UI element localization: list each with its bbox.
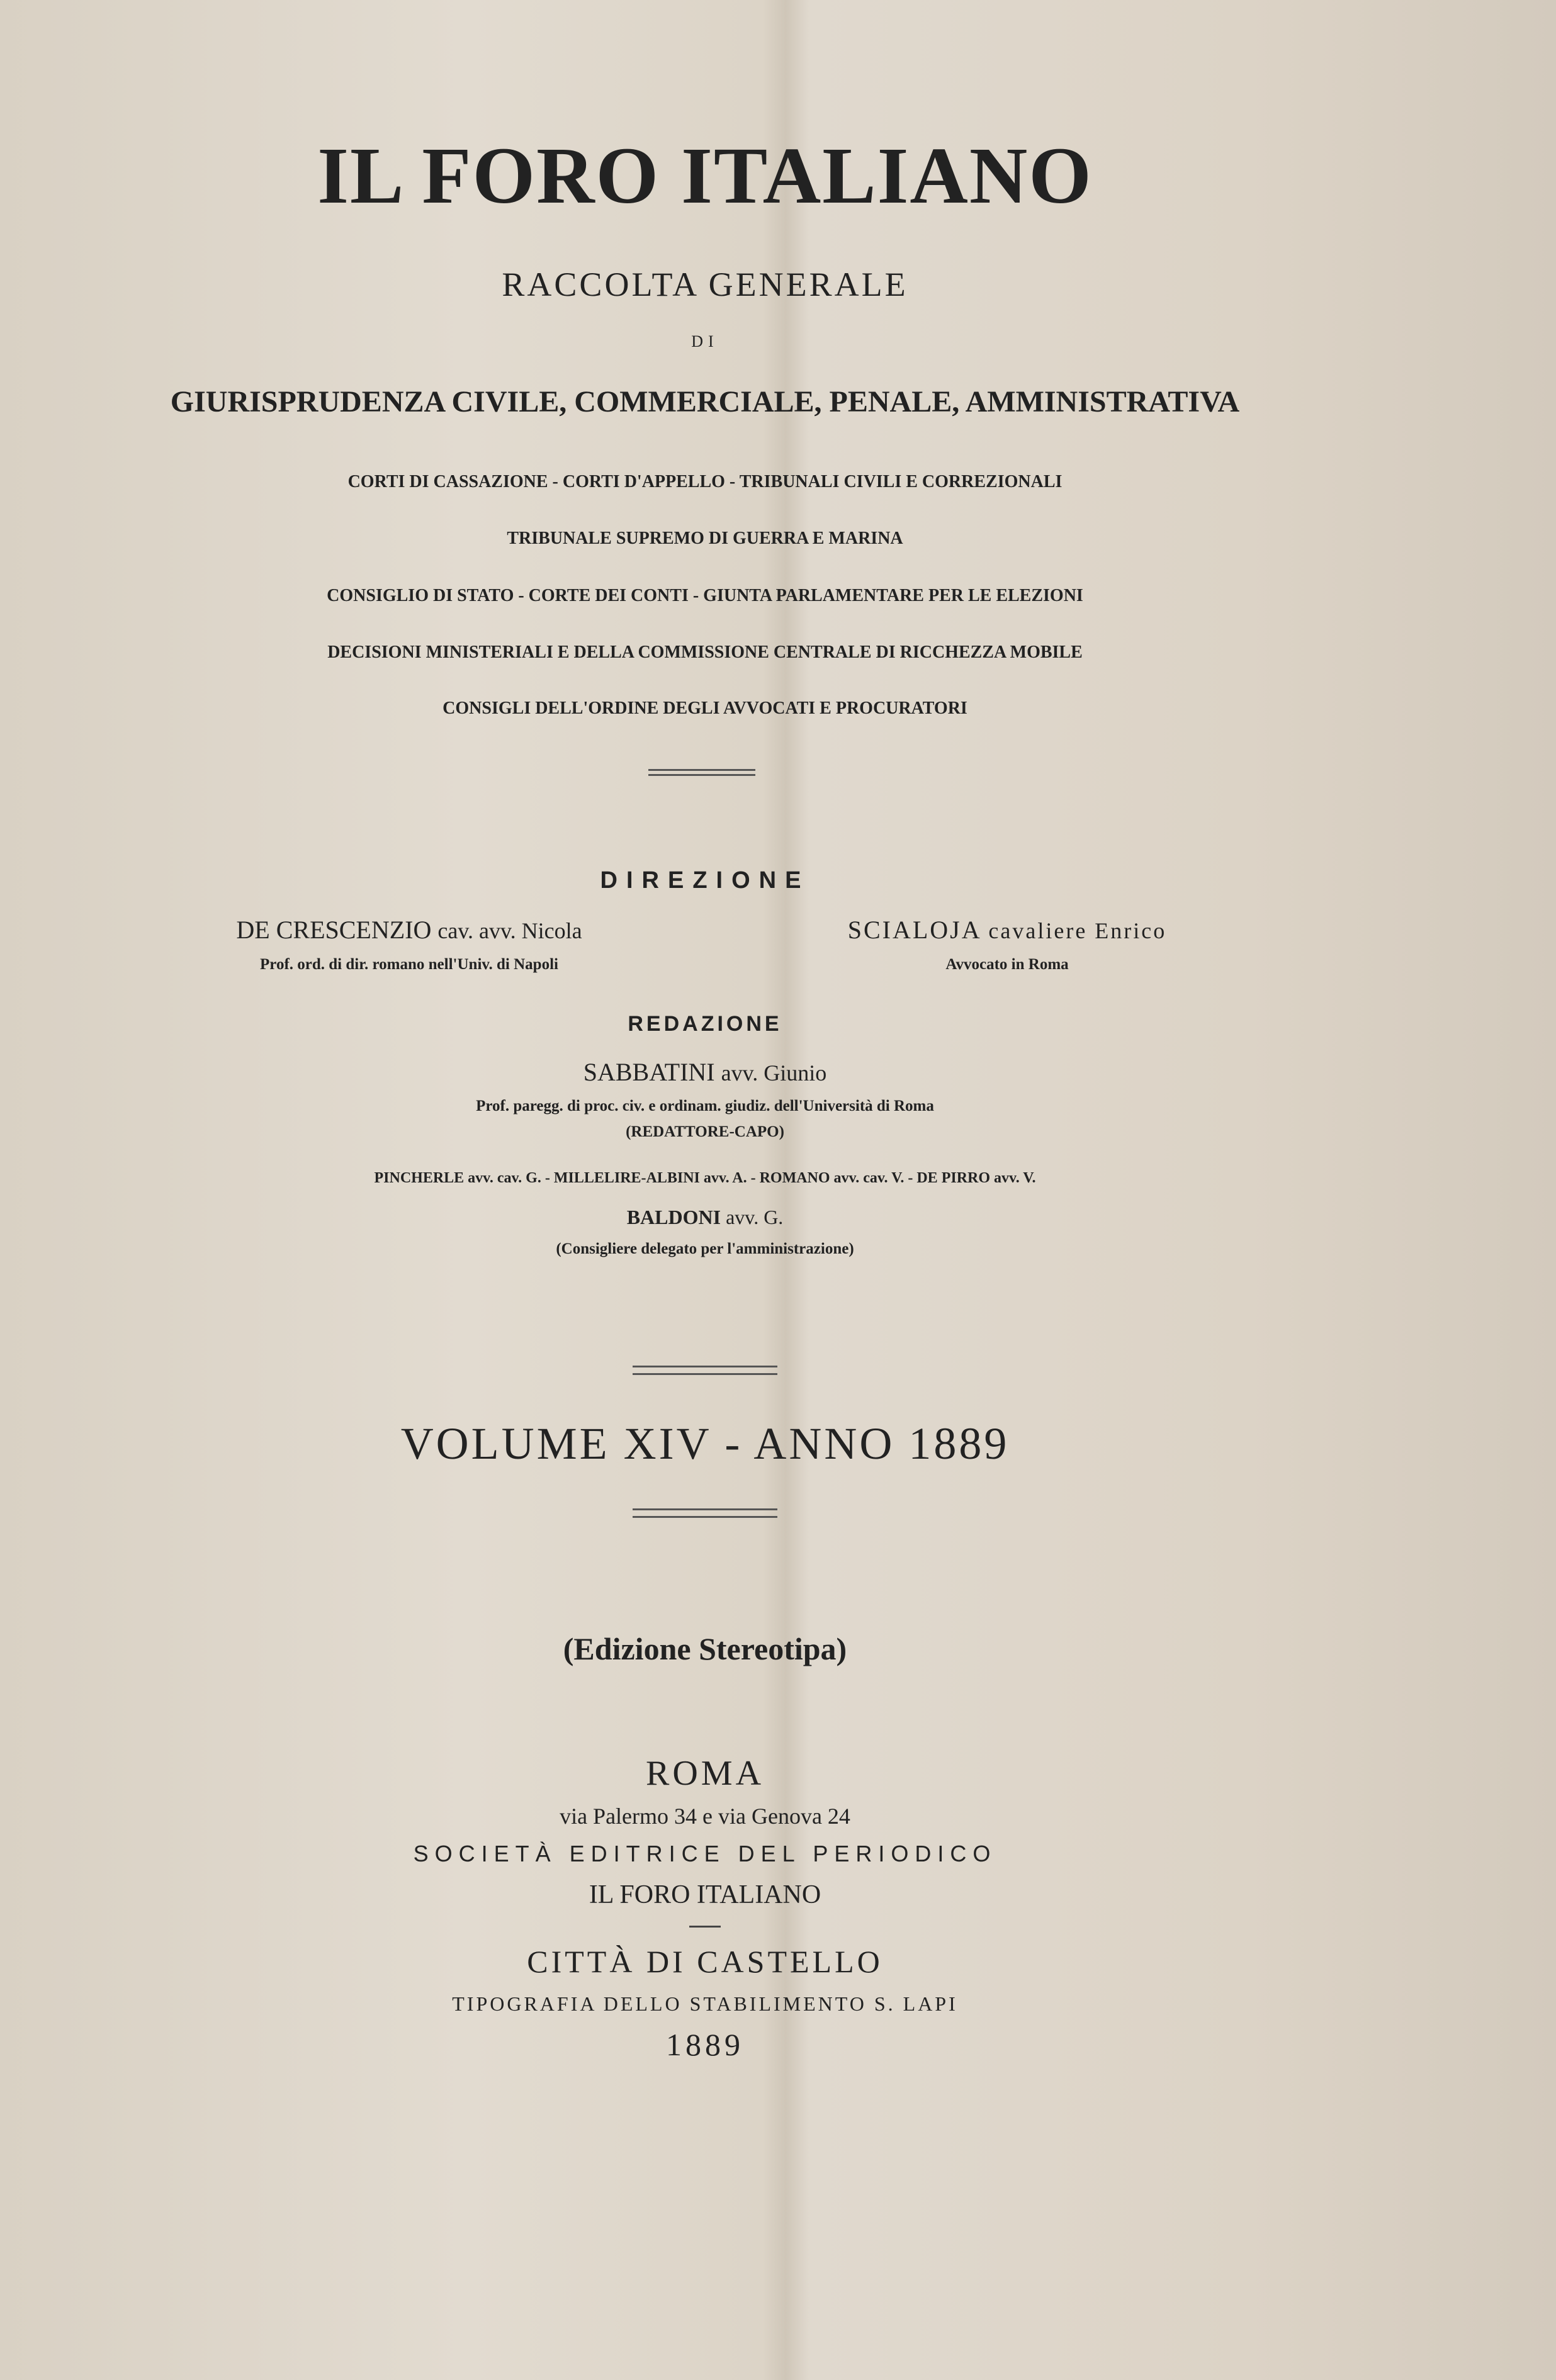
imprint-city: ROMA — [645, 1754, 765, 1793]
imprint-periodical: IL FORO ITALIANO — [589, 1880, 821, 1909]
admin-title: avv. G. — [726, 1206, 784, 1228]
director-title: cav. avv. Nicola — [437, 918, 582, 943]
chief-role: Prof. paregg. di proc. civ. e ordinam. giudiz. dell'Università di Roma — [476, 1097, 934, 1114]
imprint-print-city: CITTÀ DI CASTELLO — [527, 1944, 883, 1979]
courts-line: CORTI DI CASSAZIONE - CORTI D'APPELLO - TRIBUNALI CIVILI E CORREZIONALI — [347, 472, 1063, 491]
director-right — [755, 918, 1259, 972]
divider-rule — [633, 1508, 777, 1518]
director-left — [157, 918, 661, 972]
editorial-members: PINCHERLE avv. cav. G. - MILLELIRE-ALBINI avv. A. - ROMANO avv. cav. V. - DE PIRRO avv. V. — [374, 1170, 1036, 1186]
direzione-heading: DIREZIONE — [600, 867, 810, 894]
edition: (Edizione Stereotipa) — [563, 1631, 847, 1666]
courts-line: DECISIONI MINISTERIALI E DELLA COMMISSIONE CENTRALE DI RICCHEZZA MOBILE — [327, 643, 1083, 662]
subtitle-di: DI — [691, 332, 719, 351]
courts-line: TRIBUNALE SUPREMO DI GUERRA E MARINA — [507, 529, 903, 548]
chief-title: avv. Giunio — [721, 1060, 827, 1086]
volume-line: VOLUME XIV - ANNO 1889 — [400, 1418, 1010, 1469]
courts-line: CONSIGLI DELL'ORDINE DEGLI AVVOCATI E PROCURATORI — [443, 699, 967, 718]
separator-dash — [689, 1926, 721, 1928]
director-title: cavaliere Enrico — [988, 918, 1167, 943]
admin-role: (Consigliere delegato per l'amministrazione) — [556, 1240, 854, 1257]
admin-name: BALDONI — [626, 1206, 721, 1228]
director-role: Prof. ord. di dir. romano nell'Univ. di Napoli — [260, 956, 558, 973]
subject-line: GIURISPRUDENZA CIVILE, COMMERCIALE, PENALE, AMMINISTRATIVA — [170, 385, 1240, 418]
director-name: DE CRESCENZIO — [236, 916, 432, 944]
imprint-address: via Palermo 34 e via Genova 24 — [560, 1804, 850, 1829]
redazione-heading: REDAZIONE — [628, 1012, 782, 1036]
director-name: SCIALOJA — [847, 916, 981, 944]
divider-rule — [633, 1366, 777, 1375]
courts-line: CONSIGLIO DI STATO - CORTE DEI CONTI - GIUNTA PARLAMENTARE PER LE ELEZIONI — [327, 586, 1083, 605]
journal-title: IL FORO ITALIANO — [317, 131, 1093, 220]
chief-name: SABBATINI — [583, 1058, 715, 1086]
director-role: Avvocato in Roma — [945, 956, 1069, 973]
imprint-year: 1889 — [666, 2027, 744, 2062]
imprint-publisher: SOCIETÀ EDITRICE DEL PERIODICO — [413, 1841, 997, 1866]
imprint-printer: TIPOGRAFIA DELLO STABILIMENTO S. LAPI — [452, 1992, 958, 2015]
subtitle: RACCOLTA GENERALE — [502, 266, 908, 303]
chief-position: (REDATTORE-CAPO) — [626, 1123, 784, 1140]
ornament-rule — [648, 769, 755, 776]
